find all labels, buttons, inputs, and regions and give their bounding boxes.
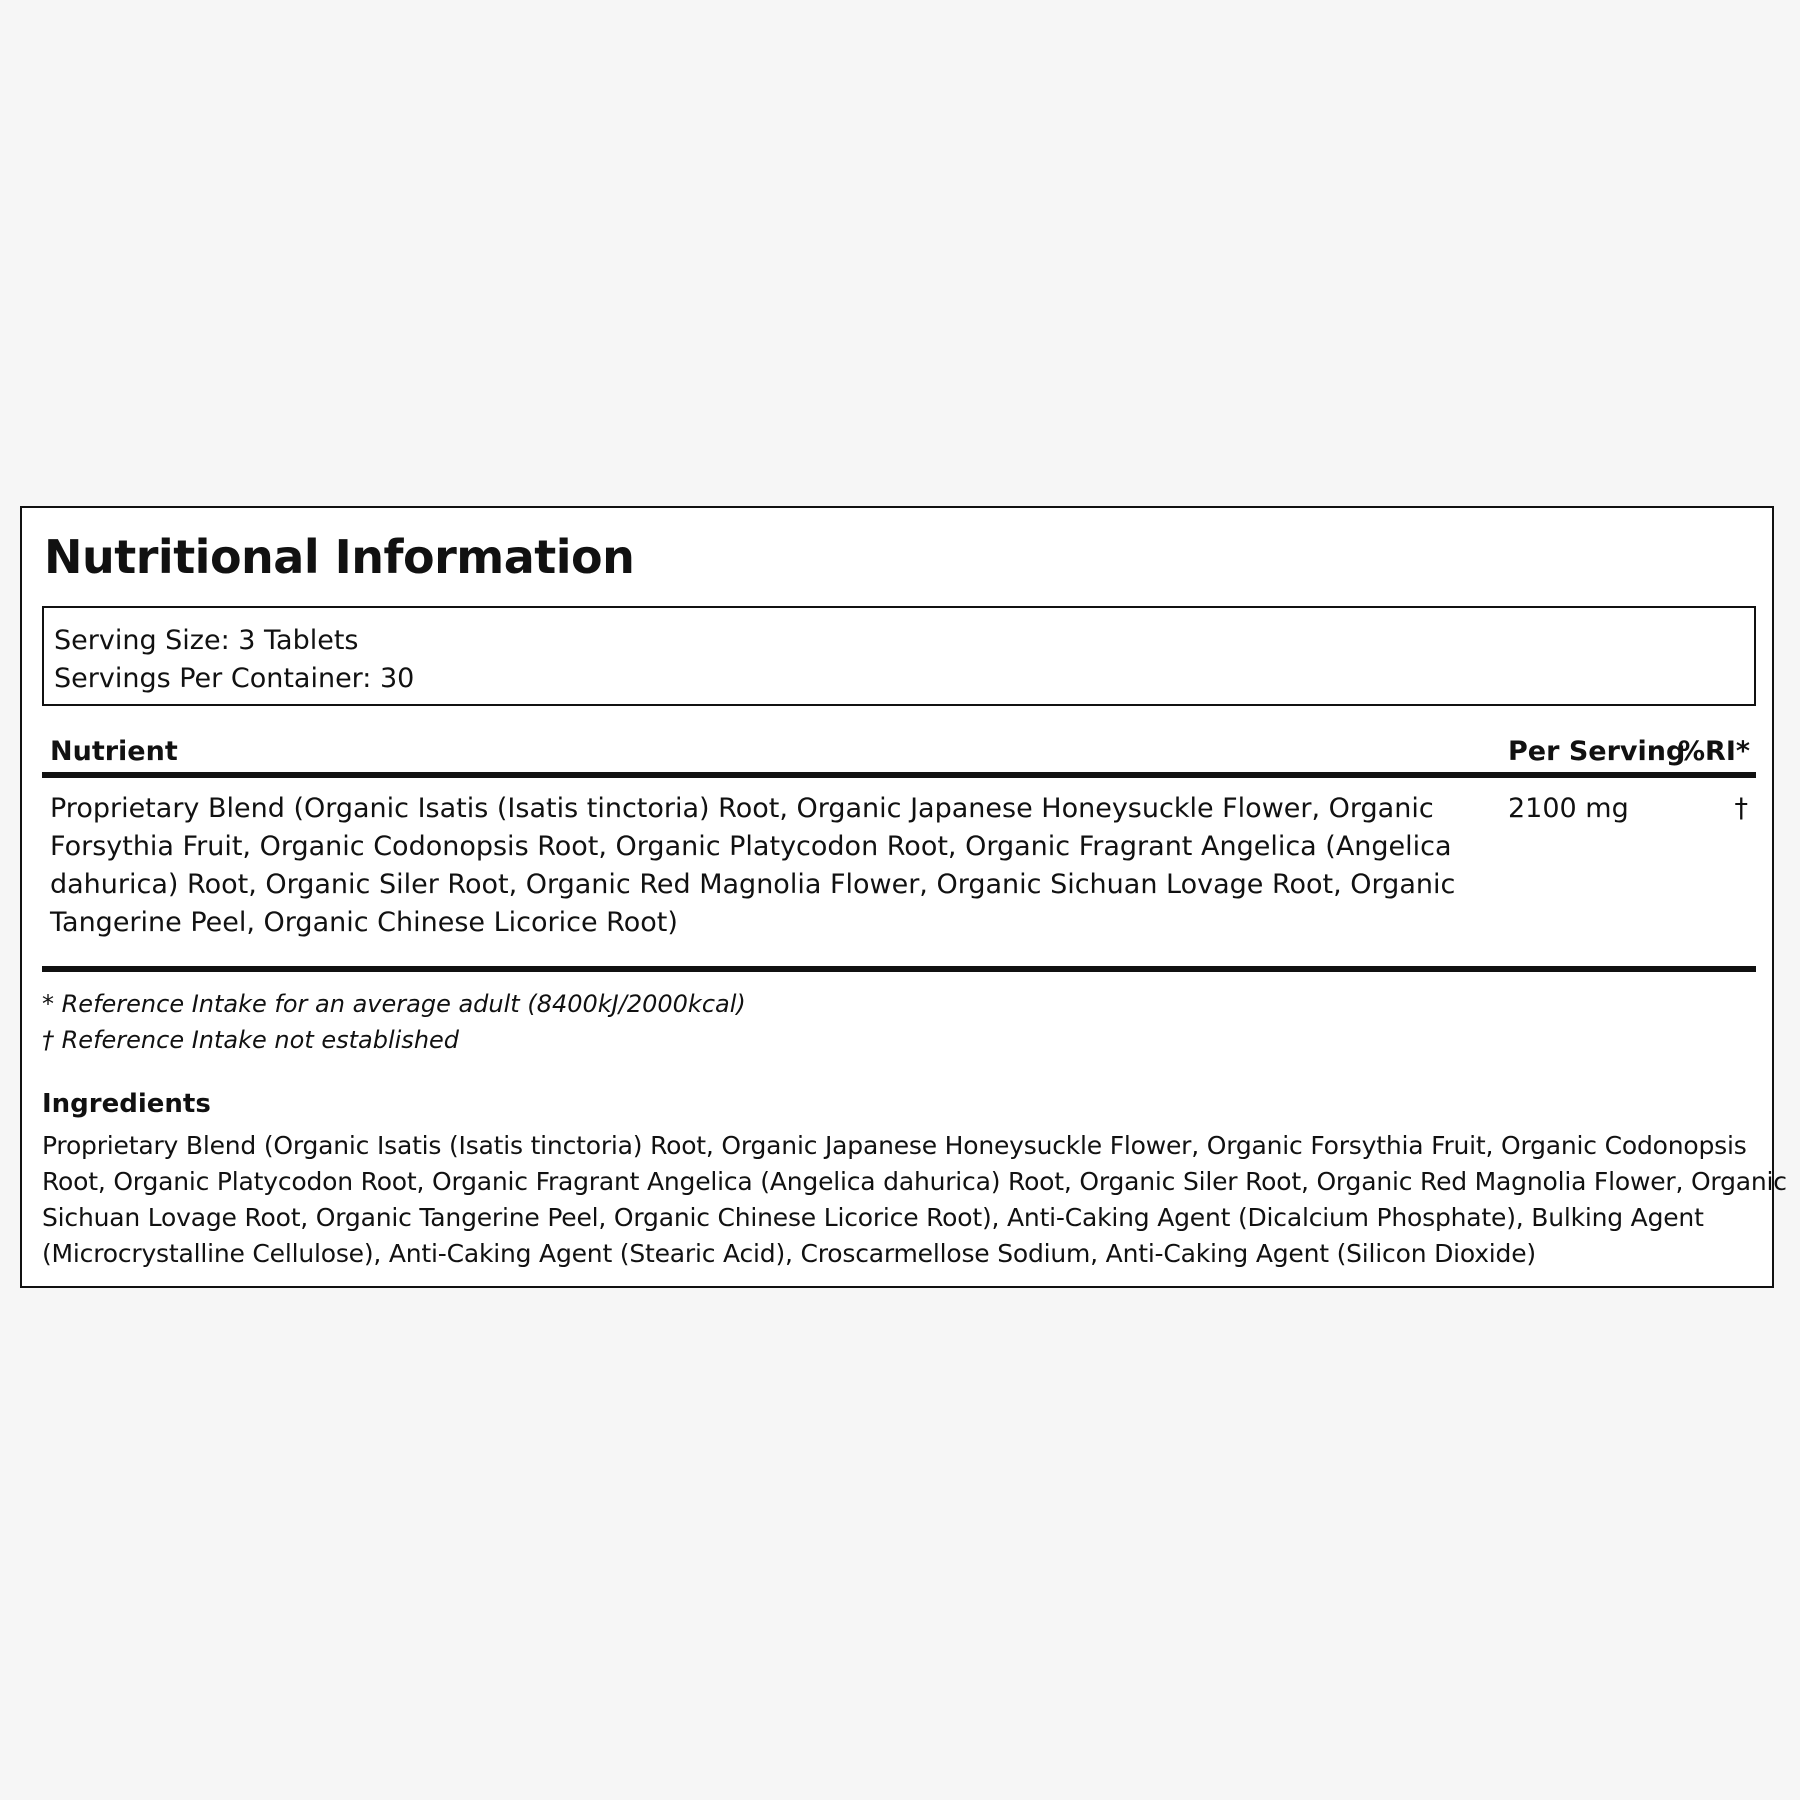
servings-per-container: Servings Per Container: 30 bbox=[54, 663, 415, 694]
header-per-serving: Per Serving bbox=[1508, 736, 1686, 767]
footnote-reference-intake: * Reference Intake for an average adult (8400kJ/2000kcal) bbox=[42, 990, 746, 1018]
serving-info-box bbox=[42, 606, 1756, 706]
nutrient-line: dahurica) Root, Organic Siler Root, Organic Red Magnolia Flower, Organic Sichuan Lovage Root, Organic bbox=[50, 869, 1456, 900]
serving-size: Serving Size: 3 Tablets bbox=[54, 625, 359, 656]
ingredients-line: Proprietary Blend (Organic Isatis (Isatis tinctoria) Root, Organic Japanese Honeysuckle Flower, Organic Forsythia Fruit, Organic Codonopsis bbox=[42, 1131, 1747, 1160]
ingredients-line: Sichuan Lovage Root, Organic Tangerine Peel, Organic Chinese Licorice Root), Anti-Caking Agent (Dicalcium Phosphate), Bulking Agent bbox=[42, 1203, 1704, 1232]
nutrient-table-header bbox=[42, 730, 1756, 778]
nutrient-line: Proprietary Blend (Organic Isatis (Isatis tinctoria) Root, Organic Japanese Honeysuckle Flower, Organic bbox=[50, 793, 1434, 824]
ingredients-text bbox=[42, 1128, 1787, 1272]
footnote-not-established: † Reference Intake not established bbox=[42, 1026, 460, 1054]
table-row bbox=[42, 788, 1756, 972]
header-ri: %RI* bbox=[1677, 736, 1750, 767]
ingredients-line: Root, Organic Platycodon Root, Organic Fragrant Angelica (Angelica dahurica) Root, Organic Siler Root, Organic Red Magnolia Flower, Organic bbox=[42, 1167, 1787, 1196]
row-ri: † bbox=[1734, 793, 1748, 824]
ingredients-line: (Microcrystalline Cellulose), Anti-Caking Agent (Stearic Acid), Croscarmellose Sodium, Anti-Caking Agent (Silicon Dioxide) bbox=[42, 1239, 1536, 1268]
ingredients-heading: Ingredients bbox=[42, 1089, 211, 1119]
nutrient-line: Tangerine Peel, Organic Chinese Licorice Root) bbox=[50, 907, 678, 938]
row-nutrient-name bbox=[50, 790, 1470, 942]
nutrition-label-panel bbox=[20, 506, 1787, 1288]
footnotes bbox=[42, 986, 1756, 1058]
header-nutrient: Nutrient bbox=[50, 736, 178, 767]
nutrient-line: Forsythia Fruit, Organic Codonopsis Root, Organic Platycodon Root, Organic Fragrant Angelica (Angelica bbox=[50, 831, 1452, 862]
row-per-serving: 2100 mg bbox=[1508, 793, 1629, 824]
label-title: Nutritional Information bbox=[44, 530, 635, 584]
